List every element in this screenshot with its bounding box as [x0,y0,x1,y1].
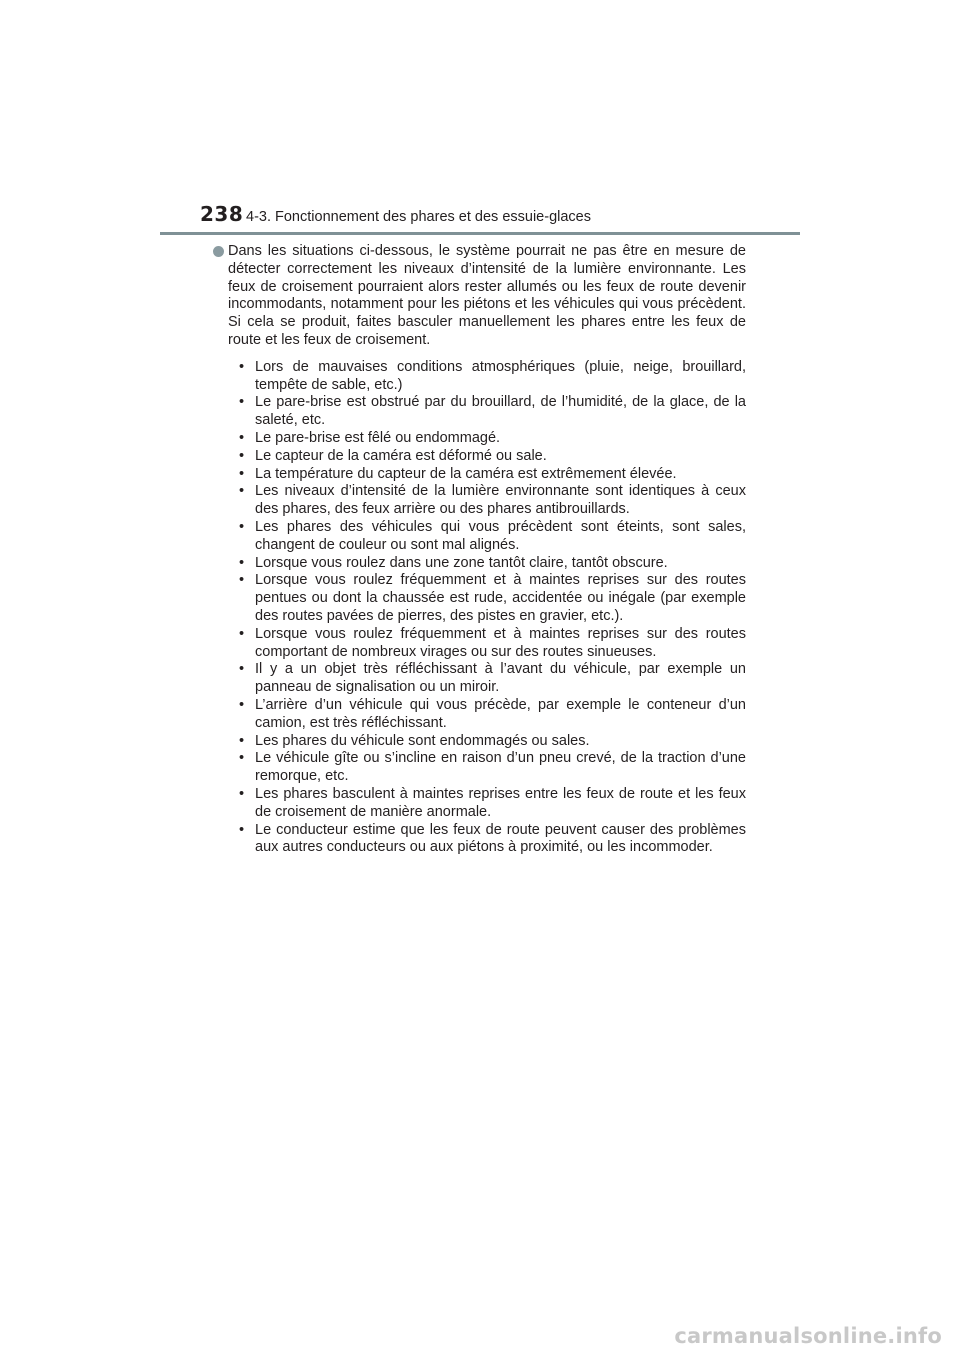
list-item-text: Le véhicule gîte ou s’incline en raison d’un pneu crevé, de la traction d’une remorque, etc. [255,750,746,785]
condition-list [213,359,746,857]
list-item [239,448,746,466]
bullet-dot-icon: • [239,661,245,678]
circle-bullet-icon [213,246,224,257]
page-content [213,243,746,857]
bullet-dot-icon: • [239,447,245,464]
list-item [239,786,746,822]
bullet-dot-icon: • [239,625,245,642]
bullet-dot-icon: • [239,518,245,535]
list-item-text: Les phares basculent à maintes reprises entre les feux de route et les feux de croisement de manière anormale. [255,785,746,820]
page-number: 238 [200,202,244,226]
list-item-text: Le pare-brise est obstrué par du brouillard, de l’humidité, de la glace, de la saleté, etc. [255,394,746,429]
bullet-dot-icon: • [239,358,245,375]
bullet-dot-icon: • [239,554,245,571]
list-item-text: L’arrière d’un véhicule qui vous précède, par exemple le conteneur d’un camion, est très réfléchissant. [255,696,746,731]
list-item-text: Lorsque vous roulez dans une zone tantôt claire, tantôt obscure. [255,554,668,571]
section-title: 4-3. Fonctionnement des phares et des essuie-glaces [246,209,591,225]
list-item-text: Les phares des véhicules qui vous précèdent sont éteints, sont sales, changent de couleur ou sont mal alignés. [255,518,746,553]
list-item [239,483,746,519]
header-rule [160,232,800,235]
list-item-text: Les niveaux d’intensité de la lumière environnante sont identiques à ceux des phares, des feux arrière ou des phares antibrouillards. [255,483,746,518]
list-item [239,572,746,625]
list-item-text: Le conducteur estime que les feux de route peuvent causer des problèmes aux autres conducteurs ou aux piétons à proximité, ou les incommoder. [255,821,746,856]
list-item-text: Le capteur de la caméra est déformé ou sale. [255,447,547,464]
watermark-logo: carmanualsonline.info [674,1324,942,1348]
list-item [239,661,746,697]
bullet-dot-icon: • [239,821,245,838]
bullet-dot-icon: • [239,785,245,802]
list-item [239,466,746,484]
bullet-dot-icon: • [239,483,245,500]
list-item-text: Le pare-brise est fêlé ou endommagé. [255,429,501,446]
intro-text: Dans les situations ci-dessous, le système pourrait ne pas être en mesure de détecter correctement les niveaux d’intensité de la lumière environnante. Les feux de croisement pourraient alors rester allumés ou les feux de route devenir incommodants, notamment pour les piétons et les véhicules qui vous précèdent. Si cela se produit, faites basculer manuellement les phares entre les feux de route et les feux de croisement. [228,243,746,348]
bullet-dot-icon: • [239,429,245,446]
bullet-dot-icon: • [239,465,245,482]
list-item [239,555,746,573]
list-item [239,626,746,662]
list-item-text: Lorsque vous roulez fréquemment et à maintes reprises sur des routes comportant de nombreux virages ou sur des routes sinueuses. [255,625,746,660]
list-item [239,394,746,430]
list-item [239,430,746,448]
list-item [239,733,746,751]
list-item [239,822,746,858]
intro-paragraph [213,243,746,350]
list-item [239,359,746,395]
bullet-dot-icon: • [239,750,245,767]
bullet-dot-icon: • [239,394,245,411]
list-item-text: La température du capteur de la caméra est extrêmement élevée. [255,465,677,482]
list-item [239,697,746,733]
list-item-text: Les phares du véhicule sont endommagés ou sales. [255,732,590,749]
list-item [239,519,746,555]
bullet-dot-icon: • [239,732,245,749]
list-item-text: Lors de mauvaises conditions atmosphériques (pluie, neige, brouillard, tempête de sable, etc.) [255,358,746,393]
bullet-dot-icon: • [239,572,245,589]
list-item [239,750,746,786]
list-item-text: Il y a un objet très réfléchissant à l’avant du véhicule, par exemple un panneau de signalisation ou un miroir. [255,661,746,696]
bullet-dot-icon: • [239,696,245,713]
list-item-text: Lorsque vous roulez fréquemment et à maintes reprises sur des routes pentues ou dont la chaussée est rude, accidentée ou inégale (par exemple des routes pavées de pierres, des pistes en gravier, etc.). [255,572,746,624]
